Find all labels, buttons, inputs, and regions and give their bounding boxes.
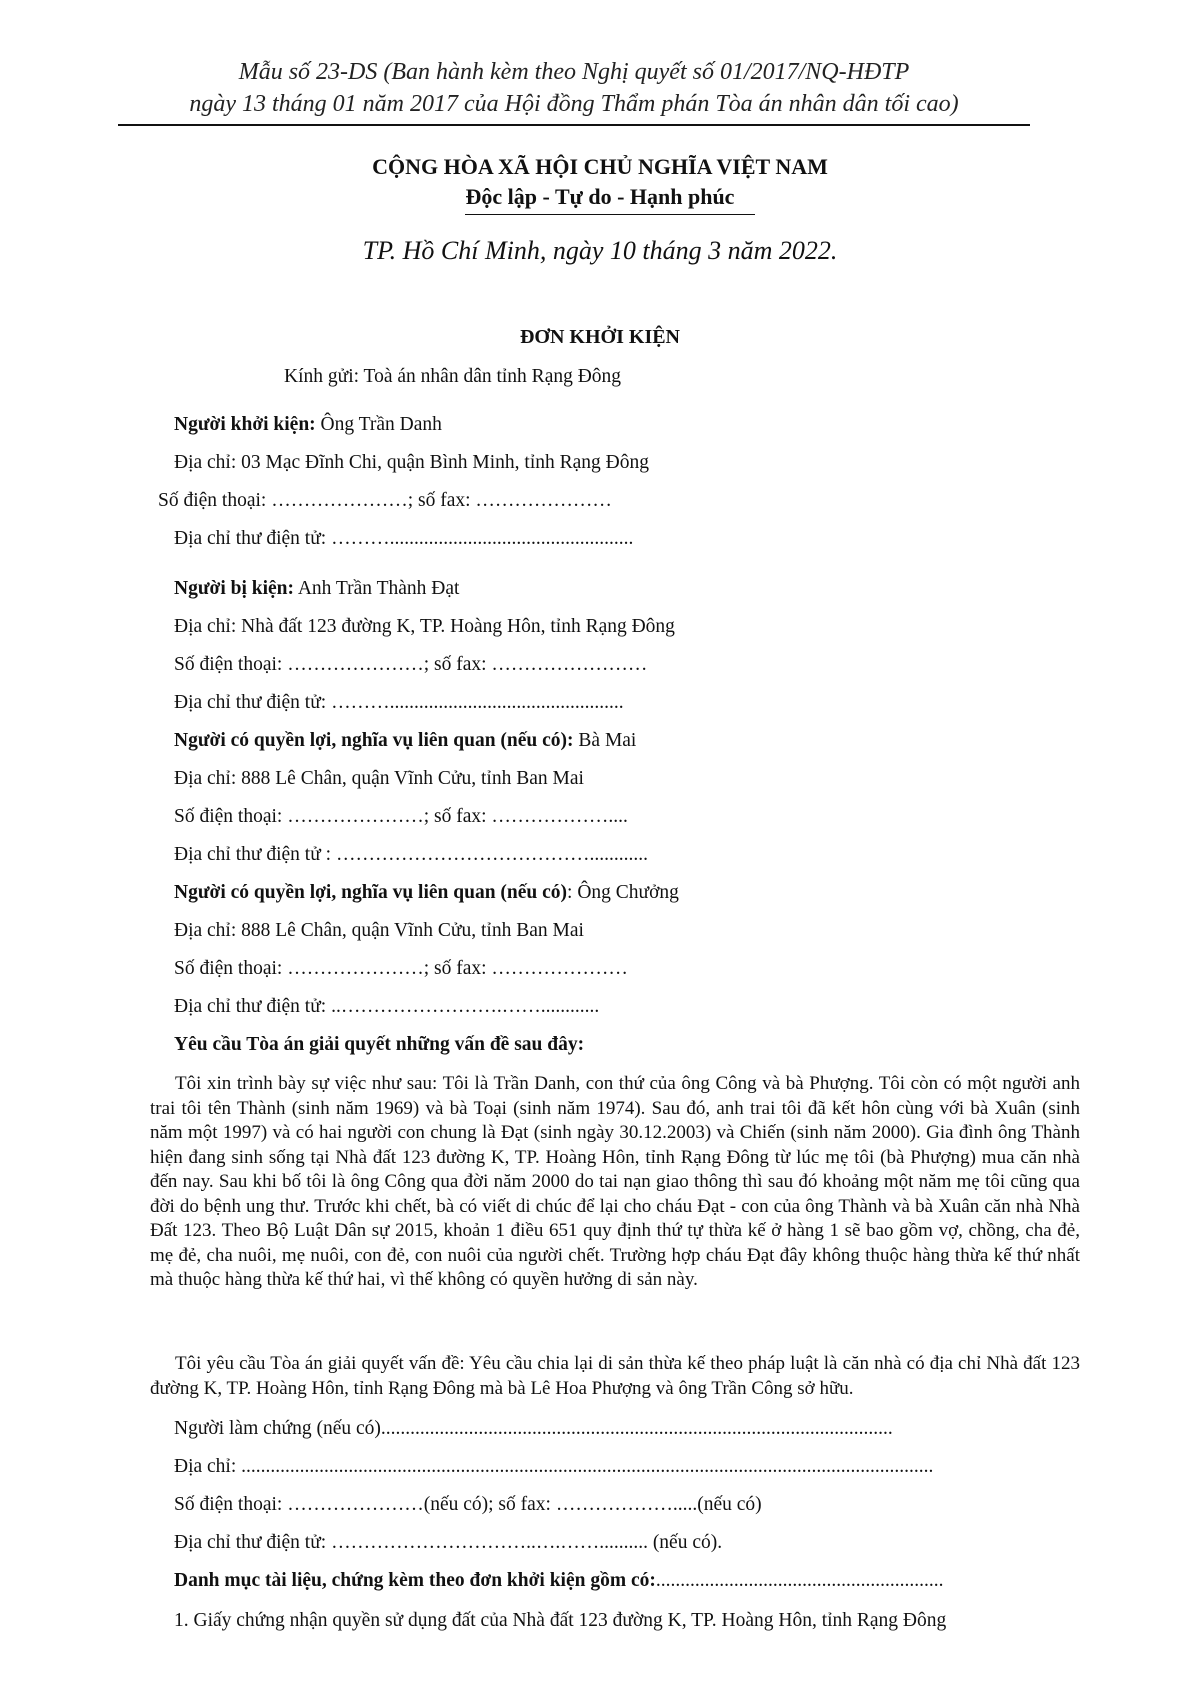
plaintiff-email: Địa chỉ thư điện tử: ……….................................................. (174, 528, 634, 549)
addressee: Kính gửi: Toà án nhân dân tỉnh Rạng Đông (284, 366, 622, 387)
request-paragraph: Tôi yêu cầu Tòa án giải quyết vấn đề: Yêu cầu chia lại di sản thừa kế theo pháp luật là căn nhà có địa chỉ Nhà đất 123 đường K, TP. Hoàng Hôn, tỉnh Rạng Đông mà bà Lê Hoa Phượng và ông Trần Công sở hữu. (150, 1353, 1080, 1399)
national-motto: Độc lập - Tự do - Hạnh phúc (465, 184, 735, 209)
attachments-heading: Danh mục tài liệu, chứng kèm theo đơn khởi kiện gồm có: (174, 1570, 656, 1591)
request-heading-text: Yêu cầu Tòa án giải quyết những vấn đề sau đây: (174, 1034, 585, 1055)
witness-phone: Số điện thoại: …………………(nếu có); số fax: ……………….....(nếu có) (174, 1494, 762, 1515)
related-party-1-label: Người có quyền lợi, nghĩa vụ liên quan (nếu có): (174, 730, 574, 751)
attachment-item: 1. Giấy chứng nhận quyền sử dụng đất của Nhà đất 123 đường K, TP. Hoàng Hôn, tỉnh Rạng Đông (174, 1610, 947, 1631)
motto-underline (465, 214, 755, 215)
plaintiff-phone: Số điện thoại: …………………; số fax: ………………… (158, 490, 612, 511)
defendant-address: Địa chỉ: Nhà đất 123 đường K, TP. Hoàng Hôn, tỉnh Rạng Đông (174, 616, 675, 637)
form-reference-line-1: Mẫu số 23-DS (Ban hành kèm theo Nghị quyết số 01/2017/NQ-HĐTP (238, 59, 910, 85)
defendant-label: Người bị kiện: (174, 578, 295, 599)
plaintiff-name: Ông Trần Danh (315, 414, 442, 435)
related-party-1-line (174, 730, 636, 752)
related-party-1-email: Địa chỉ thư điện tử : …………………………………............ (174, 844, 648, 865)
facts-paragraph: Tôi xin trình bày sự việc như sau: Tôi là Trần Danh, con thứ của ông Công và bà Phượng. Tôi còn có một người anh trai tôi tên Thành (sinh năm 1969) và bà Toại (sinh năm 1974). Sau đó, anh trai tôi đã kết hôn cùng với bà Xuân (sinh năm một 1997) và có hai người con chung là Đạt (sinh ngày 30.12.2003) và Chiến (sinh năm 2000). Gia đình ông Thành hiện đang sinh sống tại Nhà đất 123 đường K, TP. Hoàng Hôn, tỉnh Rạng Đông từ lúc mẹ tôi (bà Phượng) mua căn nhà đến nay. Sau khi bố tôi là ông Công qua đời năm 2000 do tai nạn giao thông thì sau đó khoảng một năm mẹ tôi cũng qua đời do bệnh ung thư. Trước khi chết, bà có viết di chúc để lại cho cháu Đạt - con của ông Thành và bà Xuân căn nhà Nhà Đất 123. Theo Bộ Luật Dân sự 2015, khoản 1 điều 651 quy định thứ tự thừa kế ở hàng 1 sẽ bao gồm vợ, chồng, cha đẻ, mẹ đẻ, cha nuôi, mẹ nuôi, con đẻ, con nuôi của người chết. Trường hợp cháu Đạt đây không thuộc hàng thừa kế thứ nhất mà thuộc hàng thừa kế thứ hai, vì thế không có quyền hưởng di sản này. (150, 1073, 1080, 1290)
related-party-1-name: Bà Mai (573, 730, 637, 751)
related-party-2-line (174, 882, 679, 904)
defendant-line (174, 578, 459, 600)
related-party-2-address: Địa chỉ: 888 Lê Chân, quận Vĩnh Cửu, tỉnh Ban Mai (174, 920, 584, 941)
related-party-2-label: Người có quyền lợi, nghĩa vụ liên quan (nếu có) (174, 882, 568, 903)
attachments-heading-dots: ........................................................... (655, 1570, 944, 1591)
witness-email: Địa chỉ thư điện tử: …………………………..….…….......... (nếu có). (174, 1532, 723, 1553)
document-title: ĐƠN KHỞI KIỆN (519, 326, 681, 348)
defendant-phone: Số điện thoại: …………………; số fax: …………………… (174, 654, 648, 675)
witness-address: Địa chỉ: .............................................................................................................................................. (174, 1456, 934, 1477)
national-title: CỘNG HÒA XÃ HỘI CHỦ NGHĨA VIỆT NAM (372, 154, 828, 179)
plaintiff-address: Địa chỉ: 03 Mạc Đĩnh Chi, quận Bình Minh, tỉnh Rạng Đông (174, 452, 650, 473)
plaintiff-label: Người khởi kiện: (174, 414, 316, 435)
attachments-heading-line (174, 1570, 943, 1592)
defendant-email: Địa chỉ thư điện tử: ………................................................ (174, 692, 624, 713)
place-date: TP. Hồ Chí Minh, ngày 10 tháng 3 năm 2022. (362, 236, 838, 265)
form-reference-line-2: ngày 13 tháng 01 năm 2017 của Hội đồng Thẩm phán Tòa án nhân dân tối cao) (189, 91, 959, 117)
request-heading (174, 1034, 584, 1056)
related-party-2-phone: Số điện thoại: …………………; số fax: ………………… (174, 958, 628, 979)
defendant-name: Anh Trần Thành Đạt (294, 578, 460, 599)
header-divider (118, 124, 1030, 126)
related-party-2-email: Địa chỉ thư điện tử: ..…………………….……............ (174, 996, 600, 1017)
related-party-2-name: : Ông Chưởng (567, 882, 679, 903)
related-party-1-address: Địa chỉ: 888 Lê Chân, quận Vĩnh Cửu, tỉnh Ban Mai (174, 768, 584, 789)
plaintiff-line (174, 414, 442, 436)
witness-line: Người làm chứng (nếu có)......................................................................................................... (174, 1418, 893, 1439)
related-party-1-phone: Số điện thoại: …………………; số fax: ……………….... (174, 806, 628, 827)
